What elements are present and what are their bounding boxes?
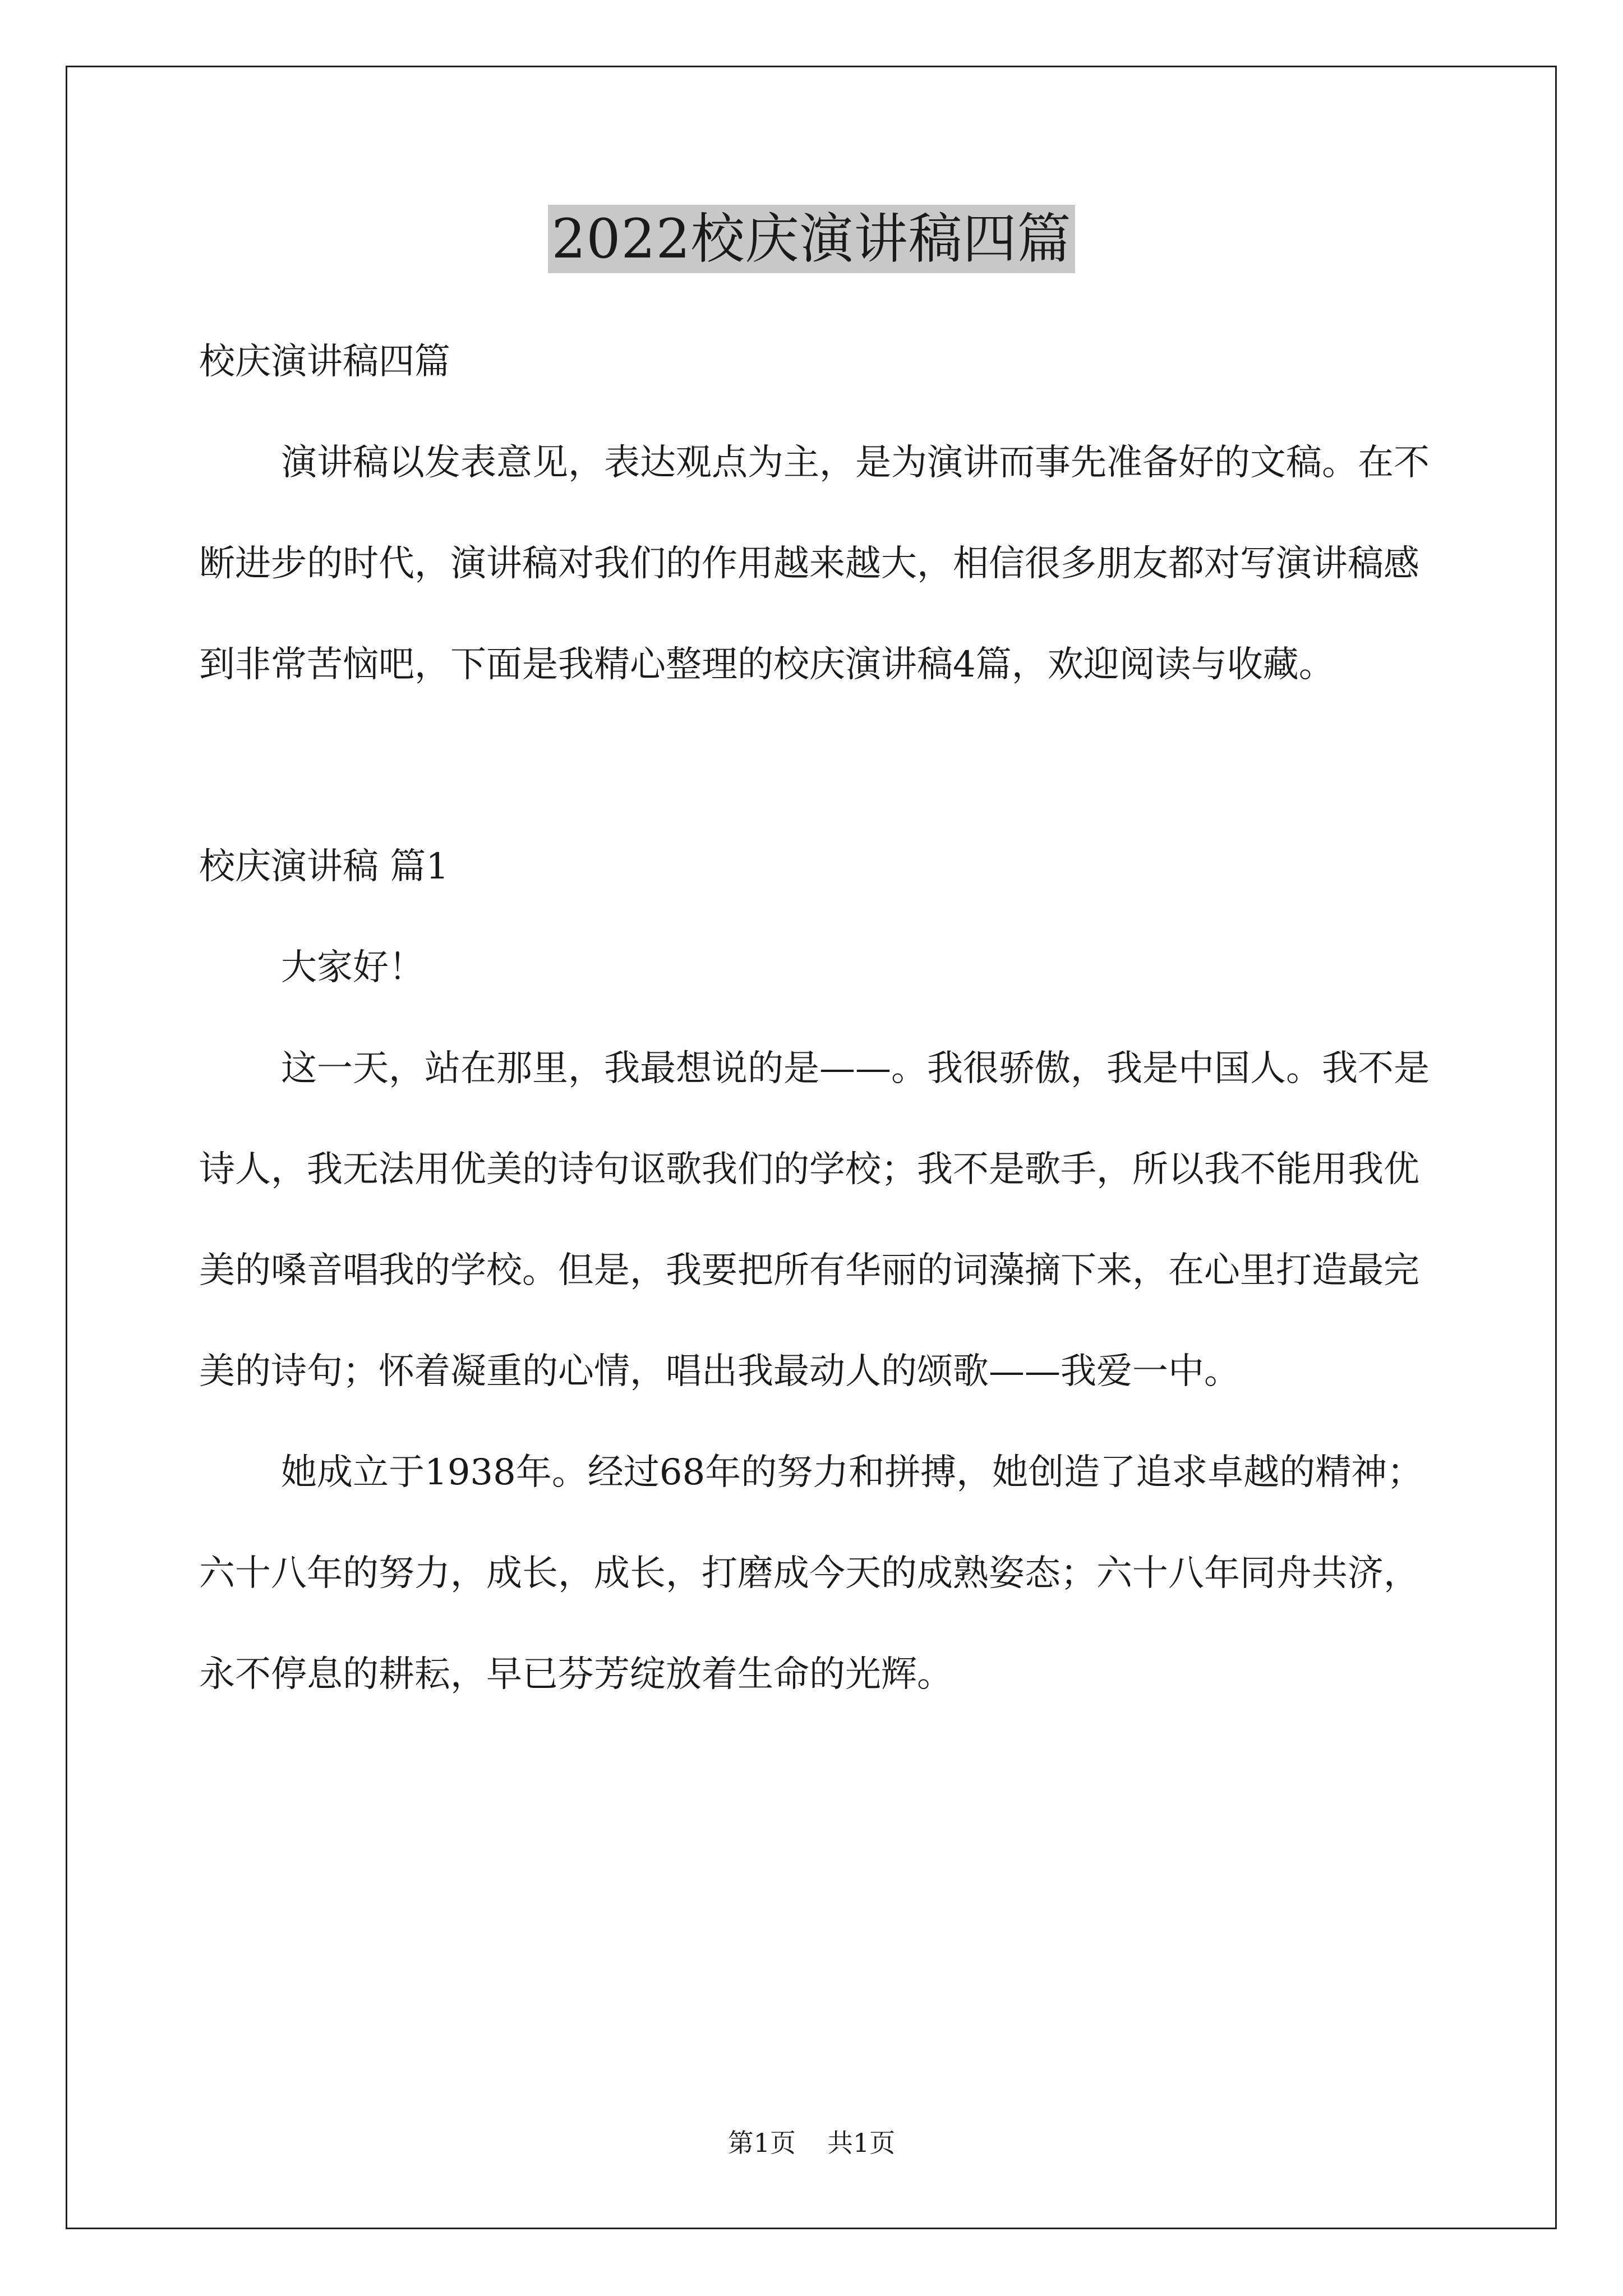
body-paragraph: 这一天，站在那里，我最想说的是——。我很骄傲，我是中国人。我不是诗人，我无法用优美的诗句讴歌我们的学校；我不是歌手，所以我不能用我优美的嗓音唱我的学校。但是，我要把所有华丽的词藻摘下来，在心里打造最完美的诗句；怀着凝重的心情，唱出我最动人的颂歌——我爱一中。 [199,1048,1430,1392]
document-subtitle: 校庆演讲稿四篇 [199,341,450,383]
page-footer [0,2126,1623,2160]
intro-paragraph: 演讲稿以发表意见，表达观点为主，是为演讲而事先准备好的文稿。在不断进步的时代，演讲稿对我们的作用越来越大，相信很多朋友都对写演讲稿感到非常苦恼吧，下面是我精心整理的校庆演讲稿4篇，欢迎阅读与收藏。 [199,442,1430,685]
section-heading: 校庆演讲稿 篇1 [199,846,449,887]
body-paragraph: 她成立于1938年。经过68年的努力和拼搏，她创造了追求卓越的精神；六十八年的努力，成长，成长，打磨成今天的成熟姿态；六十八年同舟共济，永不停息的耕耘，早已芬芳绽放着生命的光辉。 [199,1452,1423,1695]
title-container [0,205,1623,273]
page-number-total: 共1页 [827,2128,896,2158]
document-body [199,311,1433,1725]
document-title: 2022校庆演讲稿四篇 [548,205,1075,273]
body-paragraph: 大家好！ [281,947,425,988]
spacer [199,715,1433,816]
page-number-current: 第1页 [727,2128,796,2158]
